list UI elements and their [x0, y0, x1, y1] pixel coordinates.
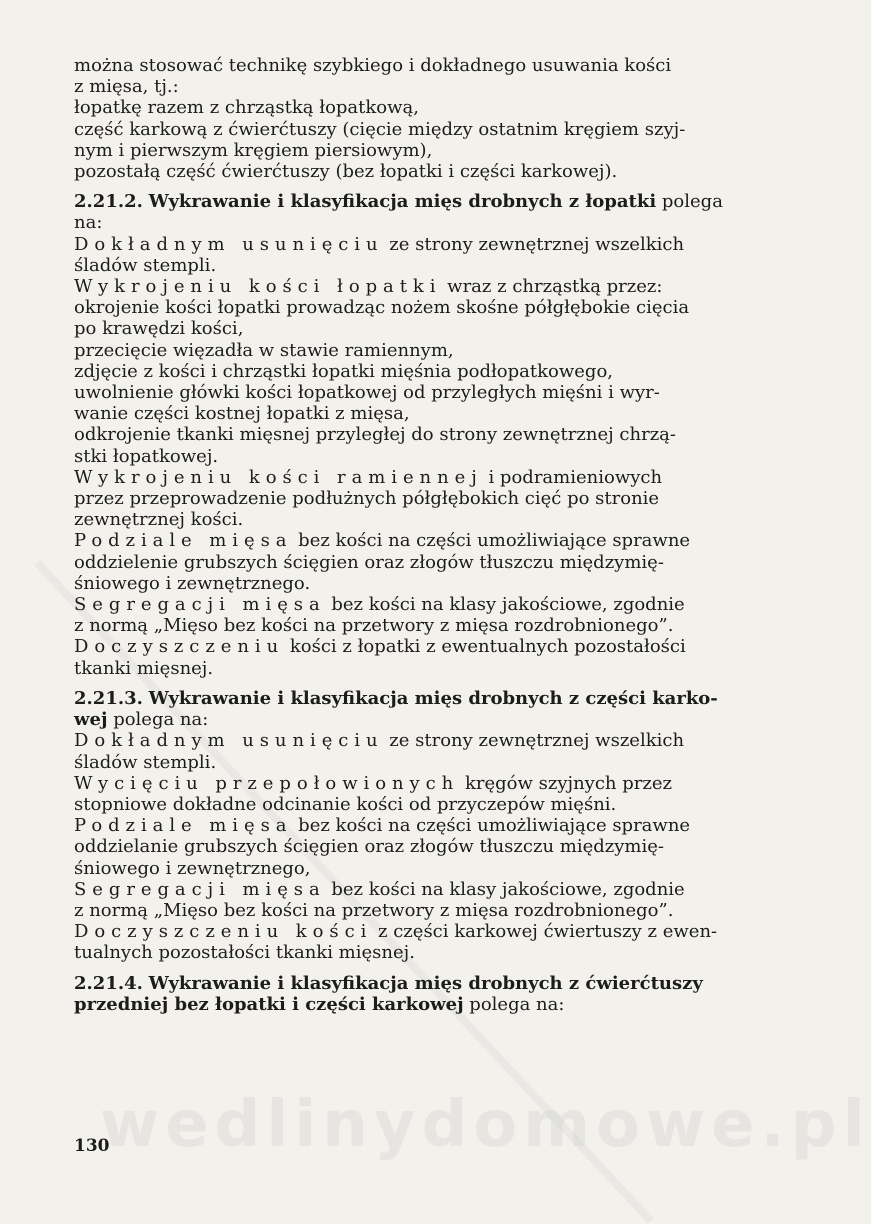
watermark-footer: wedlinydomowe.pl [100, 1088, 871, 1162]
text-line: uwolnienie główki kości łopatkowej od przyległych mięśni i wyr- [74, 382, 660, 404]
text-line: stki łopatkowej. [74, 445, 219, 467]
text-line: śniowego i zewnętrznego. [74, 572, 311, 594]
text-line: pozostałą część ćwierćtuszy (bez łopatki i części karkowej). [74, 161, 618, 183]
text-line: zdjęcie z kości i chrząstki łopatki mięśnia podłopatkowego, [74, 360, 614, 382]
section-2-21-4 [74, 973, 764, 1015]
list-item: Segregacji mięsa bez kości na klasy jakościowe, zgodnie [74, 594, 685, 616]
list-item: Wykrojeniu kości łopatki wraz z chrząstką przez: [74, 276, 663, 298]
intro-paragraph [74, 55, 764, 182]
text-line: wej polega na: [74, 709, 209, 731]
text-line: część karkową z ćwierćtuszy (cięcie między ostatnim kręgiem szyj- [74, 118, 686, 140]
section-title: Wykrawanie i klasyfikacja mięs drobnych z łopatki [148, 191, 657, 213]
section-heading [74, 688, 764, 709]
section-number: 2.21.4. [74, 972, 143, 994]
text-line: śladów stempli. [74, 254, 217, 276]
section-heading [74, 973, 764, 994]
section-title: Wykrawanie i klasyfikacja mięs drobnych z części karko- [148, 687, 718, 709]
text-line: stopniowe dokładne odcinanie kości od przyczepów mięśni. [74, 793, 617, 815]
text-line: z normą „Mięso bez kości na przetwory z mięsa rozdrobnionego”. [74, 615, 674, 637]
text-line: tkanki mięsnej. [74, 657, 214, 679]
text-line: po krawędzi kości, [74, 318, 244, 340]
text-line: zewnętrznej kości. [74, 509, 244, 531]
list-item: Doczyszczeniu kości z łopatki z ewentualnych pozostałości [74, 636, 686, 658]
text-line: przecięcie więzadła w stawie ramiennym, [74, 339, 454, 361]
text-line: wanie części kostnej łopatki z mięsa, [74, 403, 410, 425]
text-line: oddzielenie grubszych ścięgien oraz złogów tłuszczu międzymię- [74, 551, 664, 573]
list-item: Segregacji mięsa bez kości na klasy jakościowe, zgodnie [74, 878, 685, 900]
text-line: śladów stempli. [74, 751, 217, 773]
section-title: Wykrawanie i klasyfikacja mięs drobnych z ćwierćtuszy [148, 972, 703, 994]
page-number: 130 [74, 1136, 110, 1156]
section-2-21-2 [74, 191, 764, 679]
list-item: Dokładnym usunięciu ze strony zewnętrznej wszelkich [74, 730, 685, 752]
body-text [74, 55, 764, 1015]
section-number: 2.21.2. [74, 191, 143, 213]
section-2-21-3 [74, 688, 764, 964]
text-line: z mięsa, tj.: [74, 76, 179, 98]
text-line: nym i pierwszym kręgiem piersiowym), [74, 139, 433, 161]
section-number: 2.21.3. [74, 687, 143, 709]
list-item: Podziale mięsa bez kości na części umożliwiające sprawne [74, 530, 691, 552]
text-line: tualnych pozostałości tkanki mięsnej. [74, 942, 415, 964]
text-line: przedniej bez łopatki i części karkowej polega na: [74, 993, 565, 1015]
list-item: Podziale mięsa bez kości na części umożliwiające sprawne [74, 815, 691, 837]
list-item: Wykrojeniu kości ramiennej i podramieniowych [74, 466, 663, 488]
text-line: śniowego i zewnętrznego, [74, 857, 311, 879]
list-item: Wycięciu przepołowionych kręgów szyjnych przez [74, 772, 672, 794]
text-line: można stosować technikę szybkiego i dokładnego usuwania kości [74, 55, 672, 76]
text-line: na: [74, 212, 103, 234]
text-line: okrojenie kości łopatki prowadząc nożem skośne półgłębokie cięcia [74, 297, 690, 319]
text-line: przez przeprowadzenie podłużnych półgłębokich cięć po stronie [74, 488, 660, 510]
list-item: Doczyszczeniu kości z części karkowej ćwiertuszy z ewen- [74, 921, 718, 943]
text-line: łopatkę razem z chrząstką łopatkową, [74, 97, 419, 119]
list-item: Dokładnym usunięciu ze strony zewnętrznej wszelkich [74, 233, 685, 255]
text-line: odkrojenie tkanki mięsnej przyległej do strony zewnętrznej chrzą- [74, 424, 676, 446]
text-line: z normą „Mięso bez kości na przetwory z mięsa rozdrobnionego”. [74, 899, 674, 921]
section-heading: 2.21.2. Wykrawanie i klasyfikacja mięs drobnych z łopatki polega [74, 191, 723, 213]
text-line: oddzielanie grubszych ścięgien oraz złogów tłuszczu międzymię- [74, 836, 664, 858]
